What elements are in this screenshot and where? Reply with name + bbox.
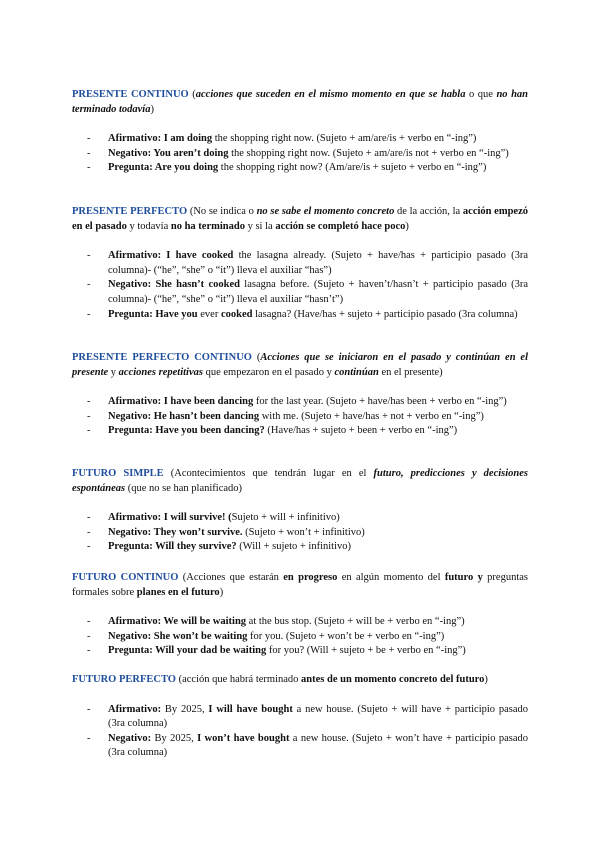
text-run: lasagna? (Have/has + sujeto + participio pasado (3ra columna): [252, 308, 518, 320]
text-run: a new house. (Sujeto + will have + participio pasado (3ra columna): [108, 703, 529, 730]
section-heading: FUTURO PERFECTO: [72, 674, 176, 685]
text-run: (Acciones que estarán: [178, 572, 284, 583]
text-run: y si la: [244, 220, 276, 232]
text-run: at the bus stop. (Sujeto + will be + verbo en “-ing”): [246, 616, 465, 628]
text-run: for the last year. (Sujeto + have/has been + verbo en “-ing”): [253, 396, 507, 408]
text-run: ): [150, 103, 154, 115]
text-run: (No se indica o: [187, 206, 257, 217]
list-item: [72, 526, 528, 541]
example-list: [72, 249, 528, 322]
text-run: Sujeto + will + infinitivo): [231, 512, 340, 524]
text-run: y todavía: [126, 220, 171, 232]
text-run: Pregunta: Have you been dancing?: [108, 425, 265, 437]
text-run: (Sujeto + won’t + infinitivo): [242, 526, 365, 538]
dash-bullet: -: [87, 250, 91, 262]
section-intro: [72, 351, 528, 380]
text-run: Afirmativo: We will be waiting: [108, 616, 247, 628]
list-item: [72, 395, 528, 410]
section-futuro-perfecto: [72, 673, 528, 761]
dash-bullet: -: [87, 396, 91, 408]
text-run: preguntas formales sobre: [72, 572, 528, 598]
text-run: o que: [465, 89, 497, 100]
text-run: en algún momento del: [337, 572, 445, 583]
text-run: ): [405, 220, 409, 232]
section-heading: FUTURO CONTINUO: [72, 572, 179, 583]
dash-bullet: -: [87, 133, 91, 145]
text-run: Negativo: He hasn’t been dancing: [108, 410, 260, 422]
text-run: y: [108, 366, 119, 378]
section-intro: [72, 571, 528, 600]
dash-bullet: -: [87, 703, 91, 715]
list-item: [72, 703, 528, 732]
dash-bullet: -: [87, 512, 91, 524]
text-run: planes en el futuro: [136, 586, 220, 598]
text-run: en el presente): [378, 366, 443, 378]
dash-bullet: -: [87, 732, 91, 744]
text-run: Negativo: She hasn’t cooked: [108, 279, 240, 291]
list-item: [72, 278, 528, 307]
section-intro: [72, 673, 528, 688]
list-item: [72, 147, 528, 162]
text-run: Pregunta: Have you: [108, 308, 198, 320]
example-list: [72, 615, 528, 659]
list-item: [72, 249, 528, 278]
text-run: (Acontecimientos que tendrán lugar en el: [163, 468, 374, 479]
text-run: acciones que suceden en el mismo momento en que se habla: [195, 89, 466, 100]
text-run: (Will + sujeto + infinitivo): [236, 541, 351, 553]
text-run: no han terminado todavía: [72, 89, 528, 115]
text-run: ): [219, 586, 224, 598]
list-item: [72, 630, 528, 645]
text-run: the shopping right now? (Am/are/is + sujeto + verbo en “-ing”): [218, 162, 487, 174]
text-run: the shopping right now. (Sujeto + am/are/is not + verbo en “-ing”): [228, 147, 509, 159]
text-run: en progreso: [283, 572, 338, 583]
text-run: cooked: [220, 308, 253, 320]
text-run: (acción que habrá terminado: [175, 674, 302, 685]
list-item: [72, 511, 528, 526]
text-run: Negativo:: [108, 732, 152, 744]
text-run: (que no se han planificado): [125, 482, 243, 494]
section-heading: PRESENTE CONTINUO: [72, 89, 189, 100]
text-run: By 2025,: [151, 732, 198, 744]
text-run: antes de un momento concreto del futuro: [301, 674, 485, 685]
section-intro: [72, 467, 528, 496]
list-item: [72, 732, 528, 761]
dash-bullet: -: [87, 616, 91, 628]
dash-bullet: -: [87, 630, 91, 642]
section-futuro-simple: [72, 467, 528, 555]
text-run: Negativo: You aren’t doing: [108, 147, 229, 159]
text-run: futuro, predicciones y decisiones espontáneas: [72, 468, 529, 494]
list-item: [72, 424, 528, 439]
text-run: Afirmativo: I have cooked: [108, 250, 234, 262]
dash-bullet: -: [87, 645, 91, 657]
text-run: the lasagna already. (Sujeto + have/has + participio pasado (3ra columna)- (“he”, “she” o “it”) lleva el auxiliar “has”): [108, 250, 528, 276]
text-run: (: [188, 89, 196, 100]
dash-bullet: -: [87, 279, 91, 291]
text-run: lasagna before. (Sujeto + haven’t/hasn’t + participio pasado (3ra columna)- (“he”, “she” o “it”) lleva el auxiliar “hasn’t”): [108, 279, 528, 305]
dash-bullet: -: [87, 147, 91, 159]
example-list: [72, 132, 528, 176]
section-presente-perfecto-continuo: [72, 351, 528, 439]
example-list: [72, 511, 528, 555]
text-run: ): [484, 674, 488, 685]
list-item: [72, 540, 528, 555]
text-run: Pregunta: Will your dad be waiting: [108, 645, 267, 657]
list-item: [72, 410, 528, 425]
text-run: for you? (Will + sujeto + be + verbo en “-ing”): [266, 645, 466, 657]
text-run: (: [251, 352, 261, 363]
section-presente-perfecto: [72, 205, 528, 322]
text-run: for you. (Sujeto + won’t be + verbo en “-ing”): [247, 630, 445, 642]
section-intro: [72, 205, 528, 234]
dash-bullet: -: [87, 541, 91, 553]
list-item: [72, 132, 528, 147]
text-run: I won’t have bought: [197, 732, 290, 744]
text-run: ever: [197, 308, 221, 320]
text-run: Afirmativo: I am doing: [108, 133, 213, 145]
text-run: que empezaron en el pasado y: [202, 366, 335, 378]
section-presente-continuo: [72, 88, 528, 176]
example-list: [72, 395, 528, 439]
text-run: no ha terminado: [170, 220, 245, 232]
text-run: acción se completó hace poco: [275, 220, 406, 232]
dash-bullet: -: [87, 308, 91, 320]
dash-bullet: -: [87, 410, 91, 422]
text-run: acción empezó en el pasado: [72, 206, 528, 232]
text-run: Acciones que se iniciaron en el pasado y continúan en el presente: [72, 352, 528, 378]
dash-bullet: -: [87, 162, 91, 174]
text-run: no se sabe el momento concreto: [256, 206, 395, 217]
section-heading: FUTURO SIMPLE: [72, 468, 164, 479]
text-run: the shopping right now. (Sujeto + am/are/is + verbo en “-ing”): [212, 133, 477, 145]
dash-bullet: -: [87, 526, 91, 538]
text-run: a new house. (Sujeto + won’t have + participio pasado (3ra columna): [108, 732, 528, 759]
example-list: [72, 703, 528, 761]
text-run: I will have bought: [208, 703, 293, 715]
text-run: Negativo: She won’t be waiting: [108, 630, 248, 642]
text-run: futuro y: [444, 572, 483, 583]
text-run: Afirmativo: I have been dancing: [108, 396, 254, 408]
text-run: Afirmativo: I will survive! (: [108, 512, 232, 524]
text-run: with me. (Sujeto + have/has + not + verbo en “-ing”): [259, 410, 484, 422]
text-run: de la acción, la: [394, 206, 463, 217]
list-item: [72, 615, 528, 630]
list-item: [72, 308, 528, 323]
text-run: Negativo: They won’t survive.: [108, 526, 243, 538]
section-intro: [72, 88, 528, 117]
list-item: [72, 644, 528, 659]
text-run: Pregunta: Are you doing: [108, 162, 219, 174]
section-futuro-continuo: [72, 571, 528, 659]
text-run: (Have/has + sujeto + been + verbo en “-ing”): [264, 425, 458, 437]
text-run: By 2025,: [161, 703, 209, 715]
section-heading: PRESENTE PERFECTO CONTINUO: [72, 352, 252, 363]
text-run: Pregunta: Will they survive?: [108, 541, 237, 553]
list-item: [72, 161, 528, 176]
text-run: continúan: [334, 366, 379, 378]
text-run: Afirmativo:: [108, 703, 162, 715]
section-heading: PRESENTE PERFECTO: [72, 206, 188, 217]
text-run: acciones repetitivas: [118, 366, 203, 378]
dash-bullet: -: [87, 425, 91, 437]
